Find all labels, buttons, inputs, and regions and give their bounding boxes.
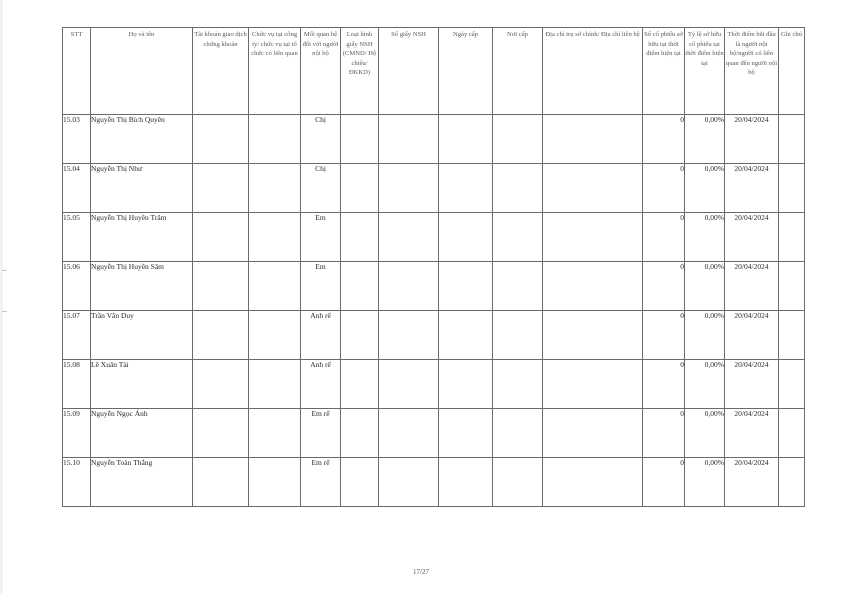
cell-address — [543, 213, 643, 262]
page-number: 17/27 — [413, 568, 429, 576]
cell-issue-date — [439, 458, 493, 507]
header-issue-date: Ngày cấp — [439, 28, 493, 115]
cell-trading-account — [193, 311, 249, 360]
cell-name: Nguyễn Thị Bích Quyên — [91, 115, 193, 164]
cell-shares: 0 — [643, 213, 685, 262]
cell-issue-place — [493, 360, 543, 409]
cell-address — [543, 115, 643, 164]
cell-id-number — [379, 409, 439, 458]
cell-start-date: 20/04/2024 — [725, 458, 779, 507]
cell-id-type — [341, 311, 379, 360]
cell-shares: 0 — [643, 115, 685, 164]
cell-position — [249, 311, 301, 360]
cell-address — [543, 409, 643, 458]
cell-position — [249, 360, 301, 409]
header-ratio: Tỷ lệ sở hữu cổ phiếu tại thời điểm hiện tại — [685, 28, 725, 115]
header-relationship: Mối quan hệ đối với người nội bộ — [301, 28, 341, 115]
cell-id-type — [341, 409, 379, 458]
insider-relations-table — [62, 27, 805, 507]
cell-shares: 0 — [643, 458, 685, 507]
cell-id-number — [379, 311, 439, 360]
cell-issue-date — [439, 311, 493, 360]
cell-position — [249, 409, 301, 458]
cell-ratio: 0,00% — [685, 409, 725, 458]
cell-name: Nguyễn Thị Huyền Sâm — [91, 262, 193, 311]
cell-ratio: 0,00% — [685, 360, 725, 409]
cell-stt: 15.09 — [63, 409, 91, 458]
header-id-type: Loại hình giấy NSH (CMND/ Hộ chiếu/ ĐKKD) — [341, 28, 379, 115]
cell-notes — [779, 164, 805, 213]
header-trading-account: Tài khoản giao dịch chứng khoán — [193, 28, 249, 115]
cell-id-type — [341, 213, 379, 262]
cell-id-number — [379, 164, 439, 213]
cell-issue-date — [439, 360, 493, 409]
cell-issue-place — [493, 311, 543, 360]
cell-ratio: 0,00% — [685, 115, 725, 164]
cell-relationship: Em rể — [301, 458, 341, 507]
cell-ratio: 0,00% — [685, 213, 725, 262]
cell-address — [543, 458, 643, 507]
cell-relationship: Em — [301, 213, 341, 262]
cell-trading-account — [193, 409, 249, 458]
cell-trading-account — [193, 115, 249, 164]
cell-start-date: 20/04/2024 — [725, 164, 779, 213]
cell-relationship: Anh rể — [301, 311, 341, 360]
table-row — [63, 262, 805, 311]
cell-relationship: Anh rể — [301, 360, 341, 409]
cell-notes — [779, 409, 805, 458]
cell-ratio: 0,00% — [685, 262, 725, 311]
cell-id-type — [341, 164, 379, 213]
cell-issue-date — [439, 164, 493, 213]
cell-id-type — [341, 458, 379, 507]
cell-id-number — [379, 458, 439, 507]
cell-trading-account — [193, 213, 249, 262]
header-id-number: Số giấy NSH — [379, 28, 439, 115]
cell-stt: 15.04 — [63, 164, 91, 213]
cell-issue-date — [439, 262, 493, 311]
cell-shares: 0 — [643, 360, 685, 409]
cell-id-type — [341, 360, 379, 409]
header-full-name: Họ và tên — [91, 28, 193, 115]
cell-name: Trần Văn Duy — [91, 311, 193, 360]
cell-trading-account — [193, 360, 249, 409]
cell-start-date: 20/04/2024 — [725, 115, 779, 164]
cell-notes — [779, 115, 805, 164]
table-row — [63, 458, 805, 507]
cell-name: Lê Xuân Tài — [91, 360, 193, 409]
cell-stt: 15.08 — [63, 360, 91, 409]
cell-name: Nguyễn Thị Huyền Trâm — [91, 213, 193, 262]
cell-issue-place — [493, 213, 543, 262]
table-row — [63, 409, 805, 458]
cell-position — [249, 164, 301, 213]
cell-id-number — [379, 360, 439, 409]
cell-id-number — [379, 262, 439, 311]
cell-trading-account — [193, 458, 249, 507]
cell-position — [249, 213, 301, 262]
cell-ratio: 0,00% — [685, 458, 725, 507]
page-left-edge — [0, 0, 3, 595]
cell-relationship: Chị — [301, 115, 341, 164]
cell-issue-place — [493, 164, 543, 213]
header-shares: Số cổ phiếu sở hữu tại thời điểm hiện tại — [643, 28, 685, 115]
cell-stt: 15.07 — [63, 311, 91, 360]
cell-relationship: Em — [301, 262, 341, 311]
cell-name: Nguyễn Ngọc Ánh — [91, 409, 193, 458]
cell-ratio: 0,00% — [685, 311, 725, 360]
cell-name: Nguyễn Thị Như — [91, 164, 193, 213]
binding-mark — [2, 311, 7, 312]
cell-position — [249, 262, 301, 311]
table-body — [63, 115, 805, 507]
cell-stt: 15.06 — [63, 262, 91, 311]
table-row — [63, 311, 805, 360]
cell-address — [543, 311, 643, 360]
cell-trading-account — [193, 262, 249, 311]
cell-shares: 0 — [643, 311, 685, 360]
cell-id-number — [379, 115, 439, 164]
cell-trading-account — [193, 164, 249, 213]
cell-start-date: 20/04/2024 — [725, 213, 779, 262]
cell-start-date: 20/04/2024 — [725, 311, 779, 360]
cell-name: Nguyễn Toàn Thắng — [91, 458, 193, 507]
cell-shares: 0 — [643, 409, 685, 458]
cell-position — [249, 115, 301, 164]
cell-notes — [779, 262, 805, 311]
cell-stt: 15.10 — [63, 458, 91, 507]
header-position: Chức vụ tại công ty/ chức vụ tại tổ chức có liên quan — [249, 28, 301, 115]
table-row — [63, 115, 805, 164]
cell-relationship: Em rể — [301, 409, 341, 458]
cell-start-date: 20/04/2024 — [725, 409, 779, 458]
header-notes: Ghi chú — [779, 28, 805, 115]
cell-issue-date — [439, 115, 493, 164]
cell-id-type — [341, 115, 379, 164]
cell-position — [249, 458, 301, 507]
cell-issue-place — [493, 458, 543, 507]
cell-issue-date — [439, 213, 493, 262]
cell-stt: 15.05 — [63, 213, 91, 262]
cell-id-number — [379, 213, 439, 262]
cell-shares: 0 — [643, 262, 685, 311]
header-stt: STT — [63, 28, 91, 115]
header-address: Địa chỉ trụ sở chính/ Địa chỉ liên hệ — [543, 28, 643, 115]
cell-id-type — [341, 262, 379, 311]
header-start-date: Thời điểm bắt đầu là người nội bộ/người có liên quan đến người nội bộ — [725, 28, 779, 115]
cell-issue-date — [439, 409, 493, 458]
cell-relationship: Chị — [301, 164, 341, 213]
cell-stt: 15.03 — [63, 115, 91, 164]
cell-notes — [779, 311, 805, 360]
cell-address — [543, 360, 643, 409]
table-row — [63, 360, 805, 409]
header-issue-place: Nơi cấp — [493, 28, 543, 115]
cell-issue-place — [493, 262, 543, 311]
cell-start-date: 20/04/2024 — [725, 360, 779, 409]
table-row — [63, 164, 805, 213]
cell-start-date: 20/04/2024 — [725, 262, 779, 311]
cell-shares: 0 — [643, 164, 685, 213]
table-header-row — [63, 28, 805, 115]
cell-address — [543, 262, 643, 311]
cell-notes — [779, 213, 805, 262]
binding-mark — [2, 270, 7, 271]
cell-address — [543, 164, 643, 213]
cell-ratio: 0,00% — [685, 164, 725, 213]
cell-issue-place — [493, 115, 543, 164]
cell-notes — [779, 458, 805, 507]
table-row — [63, 213, 805, 262]
cell-issue-place — [493, 409, 543, 458]
cell-notes — [779, 360, 805, 409]
